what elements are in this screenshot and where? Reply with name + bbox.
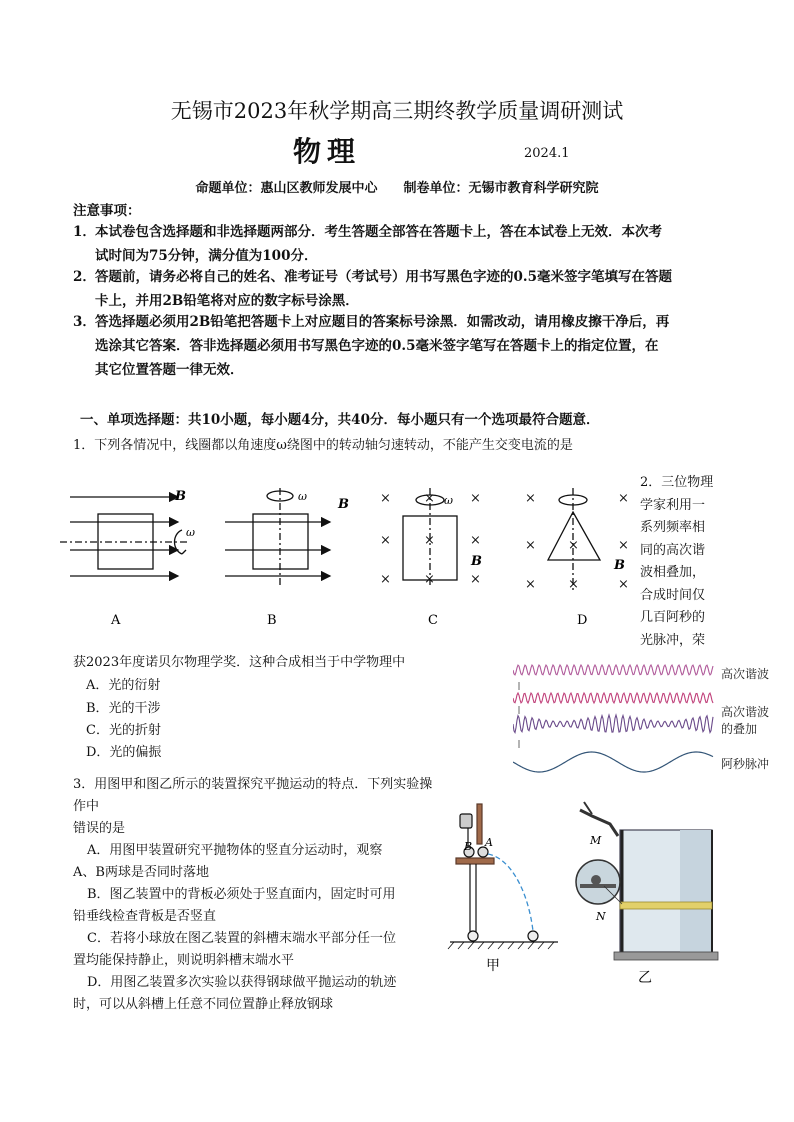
harmonic-wave-1: [513, 665, 713, 675]
question-3-option-b: B．图乙装置中的背板必须处于竖直面内，固定时可用: [87, 887, 396, 902]
cross-mark: ×: [470, 491, 481, 506]
fig-label: 阿秒脉冲: [721, 757, 770, 771]
cross-mark: ×: [470, 572, 481, 587]
question-2-option-d: D．光的偏振: [86, 745, 162, 760]
field-label: B: [175, 489, 186, 504]
figure-b: [225, 488, 330, 585]
question-3-option-c: C．若将小球放在图乙装置的斜槽末端水平部分任一位: [87, 931, 396, 946]
text-line: 同的高次谐: [640, 542, 706, 558]
notice-item-text: 答选择题必须用2B铅笔把答题卡上对应题目的答案标号涂黑．如需改动，请用橡皮擦干净后，再: [95, 314, 670, 330]
cross-mark: ×: [618, 491, 629, 506]
text-line: 几百阿秒的: [640, 610, 706, 625]
omega-label: ω: [298, 490, 307, 503]
question-3-option-a: A．用图甲装置研究平抛物体的竖直分运动时，观察: [87, 843, 383, 858]
notice-item-text: 答题前，请务必将自己的姓名、准考证号（考试号）用书写黑色字迹的0.5毫米签字笔填写在答题: [95, 269, 672, 285]
omega-label: ω: [444, 494, 453, 507]
omega-label: ω: [186, 526, 195, 539]
ground-hatching: [448, 942, 554, 949]
notice-item-number: 1．: [73, 224, 96, 240]
subject-title: 物理: [293, 135, 362, 168]
question-3-option-d: D．用图乙装置多次实验以获得钢球做平抛运动的轨迹: [87, 975, 397, 990]
notice-item-number: 3．: [73, 314, 96, 330]
harmonic-wave-2: [513, 693, 713, 703]
notice-item-text: 试时间为75分钟，满分值为100分．: [95, 248, 318, 264]
inclined-chute: [580, 810, 618, 836]
exam-title: 无锡市2023年秋学期高三期终教学质量调研测试: [170, 99, 624, 123]
question-2-continuation: 获2023年度诺贝尔物理学奖．这种合成相当于中学物理中: [73, 655, 406, 670]
attosecond-pulse: [513, 752, 713, 772]
question-3-option-d-cont: 时，可以从斜槽上任意不同位置静止释放钢球: [73, 997, 334, 1012]
notice-item-text: 本试卷包含选择题和非选择题两部分．考生答题全部答在答题卡上，答在本试卷上无效．本次考: [95, 224, 662, 240]
figure-jia: [440, 800, 565, 990]
figure-yi-label: 乙: [638, 970, 652, 986]
notice-item-2: [73, 265, 723, 313]
cross-mark: ×: [618, 577, 629, 592]
question-1-stem: 1．下列各情况中，线圈都以角速度ω绕图中的转动轴匀速转动，不能产生交变电流的是: [73, 438, 573, 453]
cross-mark: ×: [380, 572, 391, 587]
figure-jia-label: 甲: [486, 958, 500, 974]
issuing-units: 命题单位：惠山区教师发展中心 制卷单位：无锡市教育科学研究院: [195, 181, 599, 196]
exam-date: 2024.1: [524, 146, 570, 161]
text-line: 2．三位物理: [640, 475, 714, 490]
cross-mark: ×: [380, 533, 391, 548]
text-line: 合成时间仅: [640, 587, 706, 603]
ball-b-label: B: [464, 840, 473, 853]
figure-label-c: C: [428, 613, 438, 628]
figure-yi: [562, 800, 752, 990]
ball-a-label: A: [485, 836, 493, 849]
notice-item-3: [73, 310, 723, 382]
cross-mark: ×: [470, 533, 481, 548]
cross-mark: ×: [380, 491, 391, 506]
figure-a: [60, 497, 190, 576]
section-heading: 一、单项选择题：共10小题，每小题4分，共40分．每小题只有一个选项最符合题意．: [80, 412, 600, 428]
horizontal-bar: [620, 902, 712, 909]
field-label: B: [614, 558, 625, 573]
fig-label: 的叠加: [721, 722, 758, 736]
cross-marks-d: [525, 491, 629, 592]
text-line: 系列频率相: [640, 520, 706, 535]
harmonic-waveform-figure: [513, 658, 783, 778]
question-1-figures: [60, 470, 640, 635]
cross-mark: ×: [568, 538, 579, 553]
question-2-option-a: A．光的衍射: [86, 678, 161, 693]
notice-item-text: 选涂其它答案．答非选择题必须用书写黑色字迹的0.5毫米签字笔写在答题卡上的指定位置，在: [95, 338, 659, 354]
field-label: B: [338, 497, 349, 512]
cross-mark: ×: [424, 491, 435, 506]
cross-mark: ×: [424, 533, 435, 548]
cross-marks-c: [380, 491, 481, 587]
figure-label-b: B: [267, 613, 277, 628]
notice-item-text: 其它位置答题一律无效．: [95, 362, 244, 378]
superposed-wave: [513, 715, 713, 732]
notice-item-1: [73, 220, 723, 268]
cross-mark: ×: [525, 538, 536, 553]
figure-label-d: D: [577, 613, 588, 628]
cross-mark: ×: [525, 491, 536, 506]
figure-label-a: A: [111, 613, 121, 628]
cross-mark: ×: [424, 572, 435, 587]
question-3-option-c-cont: 置均能保持静止，则说明斜槽末端水平: [73, 953, 295, 968]
question-2-side-text: [640, 472, 724, 652]
notice-item-text: 卡上，并用2B铅笔将对应的数字标号涂黑．: [95, 293, 359, 309]
cross-mark: ×: [618, 538, 629, 553]
question-2-option-c: C．光的折射: [86, 723, 161, 738]
text-line: 学家利用一: [640, 497, 706, 513]
question-2-option-b: B．光的干涉: [86, 701, 161, 716]
question-3-stem: 错误的是: [73, 821, 126, 836]
notice-item-number: 2．: [73, 269, 96, 285]
field-label: B: [471, 554, 482, 569]
text-line: 光脉冲，荣: [640, 632, 706, 648]
cross-mark: ×: [568, 577, 579, 592]
fig-label: 高次谐波: [721, 705, 770, 719]
cross-mark: ×: [525, 577, 536, 592]
point-n-label: N: [596, 910, 606, 923]
text-line: 波相叠加，: [640, 565, 706, 580]
fig-label: 高次谐波: [721, 667, 770, 681]
question-3-stem: 3．用图甲和图乙所示的装置探究平抛运动的特点．下列实验操作中: [73, 777, 433, 814]
point-m-label: M: [590, 834, 602, 847]
question-3-option-a-cont: A、B两球是否同时落地: [73, 865, 209, 880]
question-3: [73, 774, 438, 1016]
question-3-option-b-cont: 铅垂线检查背板是否竖直: [73, 909, 217, 924]
notice-heading: 注意事项：: [73, 203, 141, 219]
trajectory-curve: [488, 854, 533, 931]
